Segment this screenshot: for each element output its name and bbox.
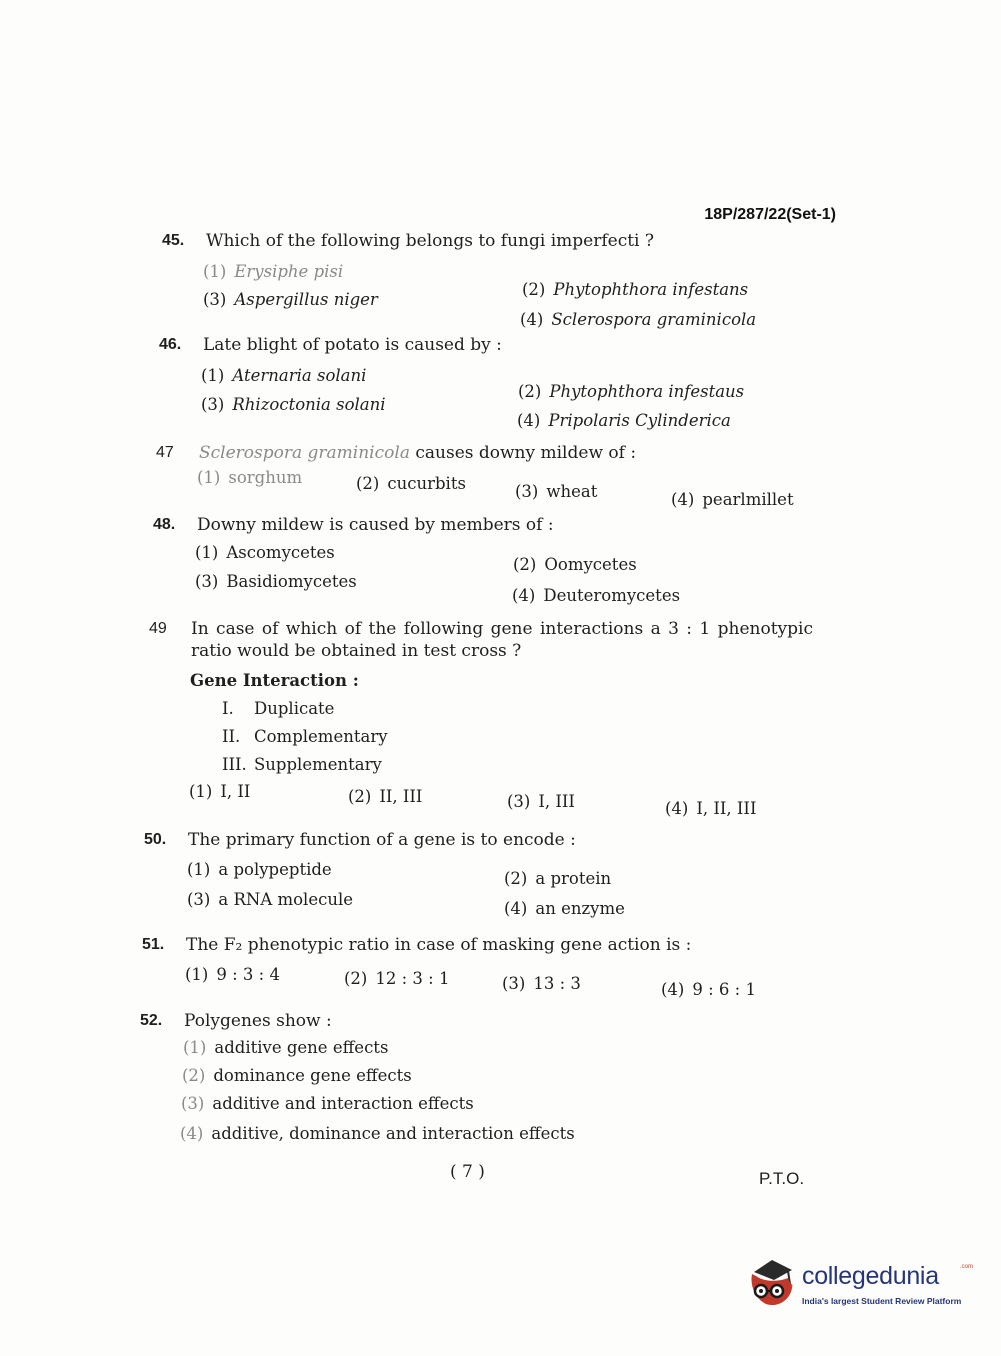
gene-interaction-item: I. Duplicate: [222, 699, 335, 718]
question-45: [162, 230, 655, 252]
option-51-3: (3) 13 : 3: [502, 974, 581, 993]
option-46-3: (3) Rhizoctonia solani: [201, 395, 386, 414]
option-51-4: (4) 9 : 6 : 1: [661, 980, 756, 999]
option-52-4: (4) additive, dominance and interaction effects: [180, 1124, 575, 1143]
option-50-1: (1) a polypeptide: [187, 860, 332, 879]
option-50-3: (3) a RNA molecule: [187, 890, 354, 909]
option-52-1: (1) additive gene effects: [183, 1038, 389, 1057]
option-45-3: (3) Aspergillus niger: [203, 290, 378, 309]
option-48-1: (1) Ascomycetes: [195, 543, 335, 562]
pto-label: P.T.O.: [759, 1169, 805, 1188]
question-49: [149, 618, 813, 662]
paper-code: 18P/287/22(Set-1): [704, 206, 836, 223]
question-text: Which of the following belongs to fungi imperfecti ?: [206, 231, 655, 251]
option-45-2: (2) Phytophthora infestans: [522, 280, 749, 299]
option-48-2: (2) Oomycetes: [513, 555, 637, 574]
brand-tagline: India's largest Student Review Platform: [802, 1296, 962, 1306]
brand-name: collegedunia: [802, 1262, 939, 1290]
option-48-4: (4) Deuteromycetes: [512, 586, 681, 605]
option-52-3: (3) additive and interaction effects: [181, 1094, 474, 1113]
question-text: The primary function of a gene is to encode :: [188, 830, 576, 850]
option-49-2: (2) II, III: [348, 787, 423, 806]
question-number: 48.: [153, 516, 176, 533]
option-49-4: (4) I, II, III: [665, 799, 757, 818]
option-47-4: (4) pearlmillet: [671, 490, 794, 509]
question-number: 51.: [142, 936, 165, 953]
option-49-1: (1) I, II: [189, 782, 251, 801]
question-number: 52.: [140, 1012, 163, 1029]
gene-interaction-item: III. Supplementary: [222, 755, 382, 774]
page-number: ( 7 ): [450, 1162, 485, 1182]
question-number: 47: [156, 444, 174, 461]
gene-interaction-item: II. Complementary: [222, 727, 388, 746]
question-52: [140, 1010, 332, 1032]
question-text: Downy mildew is caused by members of :: [197, 515, 554, 535]
option-46-1: (1) Aternaria solani: [201, 366, 367, 385]
question-46: [159, 334, 502, 356]
option-52-2: (2) dominance gene effects: [182, 1066, 412, 1085]
option-47-2: (2) cucurbits: [356, 474, 466, 493]
question-number: 46.: [159, 336, 182, 353]
option-48-3: (3) Basidiomycetes: [195, 572, 357, 591]
option-50-4: (4) an enzyme: [504, 899, 625, 918]
option-46-2: (2) Phytophthora infestaus: [518, 382, 745, 401]
mascot-icon: [744, 1250, 800, 1310]
question-text: In case of which of the following gene interactions a 3 : 1 phenotypic ratio would be obtained in test cross ?: [191, 619, 813, 661]
option-46-4: (4) Pripolaris Cylinderica: [517, 411, 731, 430]
option-51-1: (1) 9 : 3 : 4: [185, 965, 280, 984]
option-49-3: (3) I, III: [507, 792, 575, 811]
question-51: [142, 934, 692, 956]
question-text: Polygenes show :: [184, 1011, 332, 1031]
gene-interaction-heading: Gene Interaction :: [190, 671, 359, 690]
option-47-1: (1) sorghum: [197, 468, 303, 487]
question-number: 49: [149, 620, 167, 637]
question-number: 50.: [144, 831, 167, 848]
option-45-1: (1) Erysiphe pisi: [203, 262, 344, 281]
question-text: Late blight of potato is caused by :: [203, 335, 502, 355]
collegedunia-logo[interactable]: [744, 1250, 974, 1310]
option-47-3: (3) wheat: [515, 482, 598, 501]
question-text: causes downy mildew of :: [415, 443, 637, 463]
option-51-2: (2) 12 : 3 : 1: [344, 969, 450, 988]
question-text: The F₂ phenotypic ratio in case of masking gene action is :: [186, 935, 692, 955]
option-45-4: (4) Sclerospora graminicola: [520, 310, 757, 329]
question-48: [153, 514, 554, 536]
question-47: [156, 442, 637, 464]
question-50: [144, 829, 576, 851]
question-number: 45.: [162, 232, 185, 249]
option-50-2: (2) a protein: [504, 869, 612, 888]
brand-dotcom: .com: [960, 1264, 974, 1270]
question-text-species: Sclerospora graminicola: [199, 443, 410, 463]
